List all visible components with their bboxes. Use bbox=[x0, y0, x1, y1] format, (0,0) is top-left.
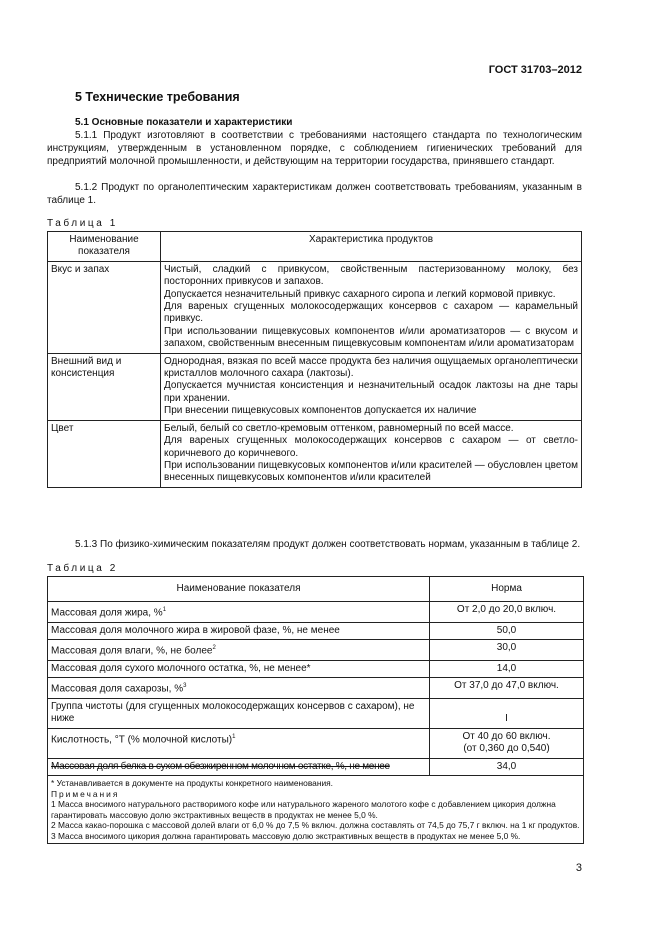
description-line: При использовании пищевкусовых компонентов и/или красителей — обусловлен цветом внесенных пищевкусовых компонентов и/или красителей bbox=[164, 459, 578, 484]
indicator-name: Массовая доля жира, %$^1$ bbox=[48, 602, 430, 623]
indicator-value: 50,0 bbox=[430, 622, 584, 639]
indicator-name: Массовая доля влаги, %, не более$^2$ bbox=[48, 640, 430, 661]
table1-header-row bbox=[48, 232, 582, 262]
indicator-value: 30,0 bbox=[430, 640, 584, 661]
description-line: При внесении пищевкусовых компонентов допускается их наличие bbox=[164, 405, 477, 417]
table-row bbox=[48, 758, 584, 775]
section-title: 5 Технические требования bbox=[75, 90, 240, 104]
table1-row-description bbox=[161, 420, 582, 487]
indicator-value: 14,0 bbox=[430, 660, 584, 677]
page-number: 3 bbox=[575, 862, 582, 874]
indicator-name: Массовая доля белка в сухом обезжиренном молочном остатке, %, не менее bbox=[48, 758, 430, 775]
indicator-value: 34,0 bbox=[430, 758, 584, 775]
table-row bbox=[48, 261, 582, 353]
subsection-title: 5.1 Основные показатели и характеристики bbox=[75, 117, 293, 128]
indicator-value bbox=[430, 728, 584, 758]
description-line: Чистый, сладкий с привкусом, свойственным пастеризованному молоку, без посторонних привкусов и запахов. bbox=[164, 263, 578, 288]
table1-row-name: Внешний вид и консистенция bbox=[48, 353, 161, 420]
note-item: 1 Масса вносимого натурального растворимого кофе или натурального жареного молотого кофе с добавлением цикория должна гарантировать массовую долю экстрактивных веществ в продуктах не менее 5,0 %. bbox=[51, 799, 556, 820]
table-2 bbox=[47, 576, 584, 844]
table1-caption: Таблица 1 bbox=[47, 218, 118, 229]
table-1 bbox=[47, 231, 582, 488]
table-row bbox=[48, 602, 584, 623]
table-row bbox=[48, 728, 584, 758]
note-item: 2 Масса какао-порошка с массовой долей влаги от 6,0 % до 7,5 % включ. должна составлять от 74,5 до 75,7 г включ. на 1 кг продуктов. bbox=[51, 820, 580, 831]
table-row bbox=[48, 660, 584, 677]
table-row bbox=[48, 699, 584, 729]
table-row bbox=[48, 353, 582, 420]
standard-header: ГОСТ 31703–2012 bbox=[488, 64, 582, 76]
footnote: * Устанавливается в документе на продукты конкретного наименования. bbox=[51, 778, 334, 789]
value-line: От 40 до 60 включ. bbox=[462, 730, 551, 742]
table-row bbox=[48, 622, 584, 639]
table2-caption: Таблица 2 bbox=[47, 563, 118, 574]
description-line: Допускается незначительный привкус сахарного сиропа и легкий кормовой привкус. bbox=[164, 288, 556, 300]
indicator-name: Массовая доля сахарозы, %$^3$ bbox=[48, 678, 430, 699]
indicator-name: Группа чистоты (для сгущенных молокосодержащих консервов с сахаром), не ниже bbox=[48, 699, 430, 729]
table2-header-name: Наименование показателя bbox=[48, 577, 430, 602]
description-line: Допускается мучнистая консистенция и незначительный осадок лактозы на дне тары при хранении. bbox=[164, 380, 578, 404]
table2-header-norm: Норма bbox=[430, 577, 584, 602]
table1-row-name: Вкус и запах bbox=[48, 261, 161, 353]
table2-notes bbox=[48, 776, 584, 844]
indicator-value: I bbox=[430, 699, 584, 729]
indicator-value: От 37,0 до 47,0 включ. bbox=[430, 678, 584, 699]
notes-title: Примечания bbox=[51, 788, 120, 799]
paragraph-5-1-3: 5.1.3 По физико-химическим показателям продукт должен соответствовать нормам, указанным в таблице 2. bbox=[75, 539, 581, 550]
description-line: При использовании пищевкусовых компонентов и/или ароматизаторов — с вкусом и запахом, свойственным внесенным пищевкусовым компонентам и/или ароматизаторам bbox=[164, 325, 578, 350]
description-line: Белый, белый со светло-кремовым оттенком, равномерный по всей массе. bbox=[164, 422, 514, 434]
indicator-name: Массовая доля молочного жира в жировой фазе, %, не менее bbox=[48, 622, 430, 639]
value-line: (от 0,360 до 0,540) bbox=[463, 743, 550, 755]
description-line: Для вареных сгущенных молокосодержащих консервов с сахаром — от светло-коричневого до коричневого. bbox=[164, 435, 578, 459]
table1-row-name: Цвет bbox=[48, 420, 161, 487]
table1-header-name: Наименование показателя bbox=[48, 232, 161, 262]
indicator-value: От 2,0 до 20,0 включ. bbox=[430, 602, 584, 623]
paragraph-5-1-1: 5.1.1 Продукт изготовляют в соответствии с требованиями настоящего стандарта по технологическим инструкциям, утвержденным в установленном порядке, с соблюдением гигиенических требований для предприятий молочной промышленности, и действующим на территории государства, принявшего стандарт. bbox=[47, 130, 582, 167]
table-row bbox=[48, 640, 584, 661]
description-line: Для вареных сгущенных молокосодержащих консервов с сахаром — карамельный привкус. bbox=[164, 301, 578, 325]
table1-header-characteristic: Характеристика продуктов bbox=[161, 232, 582, 262]
table2-header-row bbox=[48, 577, 584, 602]
table-row bbox=[48, 420, 582, 487]
indicator-name: Кислотность, °Т (% молочной кислоты)$^1$ bbox=[48, 728, 430, 758]
table1-row-description bbox=[161, 261, 582, 353]
table1-row-description bbox=[161, 353, 582, 420]
paragraph-5-1-2: 5.1.2 Продукт по органолептическим характеристикам должен соответствовать требованиям, указанным в таблице 1. bbox=[47, 182, 582, 206]
table-notes-row bbox=[48, 776, 584, 844]
table-row bbox=[48, 678, 584, 699]
description-line: Однородная, вязкая по всей массе продукта без наличия ощущаемых органолептически кристаллов молочного сахара (лактозы). bbox=[164, 355, 578, 380]
note-item: 3 Масса вносимого цикория должна гарантировать массовую долю экстрактивных веществ в продуктах не менее 5,0 %. bbox=[51, 830, 521, 841]
indicator-name: Массовая доля сухого молочного остатка, %, не менее* bbox=[48, 660, 430, 677]
